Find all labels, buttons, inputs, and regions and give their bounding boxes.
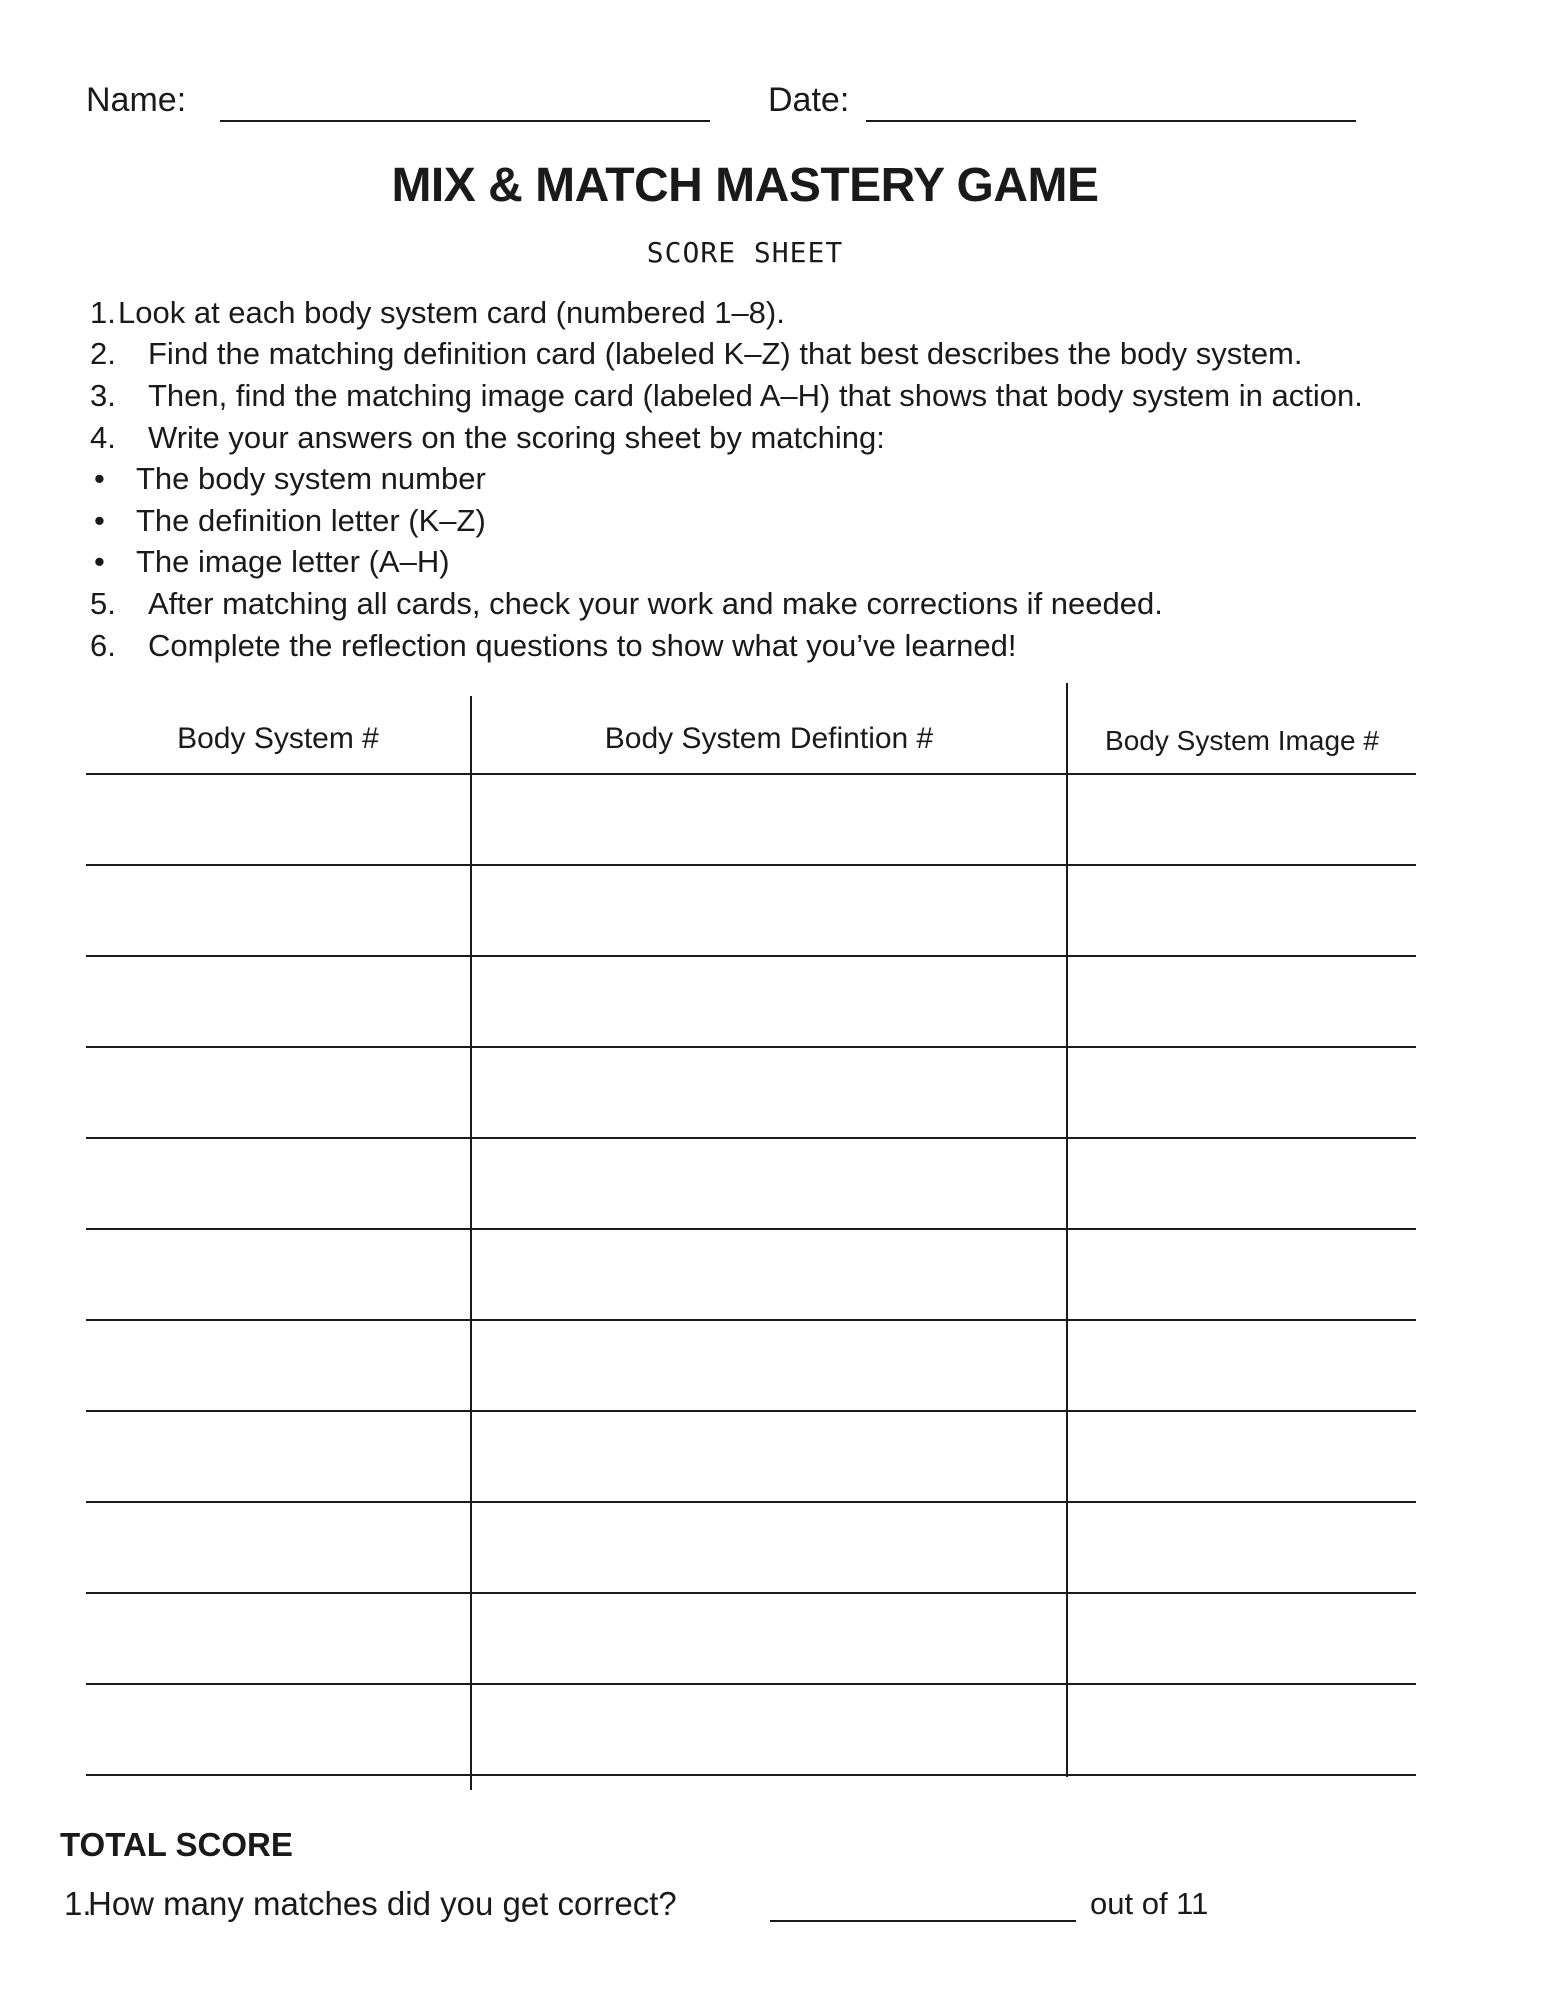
page-title: MIX & MATCH MASTERY GAME	[391, 159, 1099, 212]
instruction-text: Complete the reflection questions to show what you’ve learned!	[148, 628, 1017, 663]
instruction-item	[90, 418, 1490, 458]
instruction-item	[90, 293, 1490, 333]
instruction-item	[90, 584, 1490, 624]
instruction-text: Find the matching definition card (labeled K–Z) that best describes the body system.	[148, 336, 1303, 371]
out-of-label: out of 11	[1090, 1886, 1209, 1921]
page-subtitle: SCORE SHEET	[646, 236, 844, 269]
instruction-bullet	[94, 459, 1494, 499]
table-rule	[86, 773, 1416, 775]
instruction-marker: 4.	[90, 420, 116, 455]
table-rule	[86, 1319, 1416, 1321]
instruction-bullet	[94, 501, 1494, 541]
bullet-marker: •	[94, 544, 105, 579]
table-rule	[86, 1228, 1416, 1230]
instruction-marker: 3.	[90, 378, 116, 413]
total-score-heading: TOTAL SCORE	[60, 1826, 293, 1863]
instruction-marker: 6.	[90, 628, 116, 663]
table-rule	[86, 1410, 1416, 1412]
instruction-text: After matching all cards, check your work and make corrections if needed.	[148, 586, 1163, 621]
question-number: 1.	[64, 1885, 92, 1922]
table-rule	[86, 1501, 1416, 1503]
table-rule	[86, 1137, 1416, 1139]
table-rule	[86, 864, 1416, 866]
table-rule	[86, 1774, 1416, 1776]
instruction-item	[90, 626, 1490, 666]
instruction-text: The image letter (A–H)	[136, 544, 450, 579]
table-rule	[86, 1046, 1416, 1048]
bullet-marker: •	[94, 503, 105, 538]
column-header-image: Body System Image #	[1105, 725, 1379, 756]
instruction-item	[90, 334, 1490, 374]
column-divider	[470, 696, 472, 1790]
instruction-text: Write your answers on the scoring sheet by matching:	[148, 420, 885, 455]
instruction-bullet	[94, 542, 1494, 582]
instruction-item	[90, 376, 1490, 416]
instruction-text: The body system number	[136, 461, 486, 496]
score-answer-field[interactable]	[770, 1920, 1076, 1922]
name-label: Name:	[86, 81, 187, 119]
column-header-body-system: Body System #	[177, 722, 379, 755]
column-divider	[1066, 683, 1068, 1777]
column-header-definition: Body System Defintion #	[604, 722, 934, 755]
bullet-marker: •	[94, 461, 105, 496]
table-rule	[86, 1683, 1416, 1685]
instruction-text: Look at each body system card (numbered 1–8).	[118, 295, 785, 330]
instruction-marker: 2.	[90, 336, 116, 371]
name-field[interactable]	[220, 120, 710, 122]
instruction-text: The definition letter (K–Z)	[136, 503, 486, 538]
table-rule	[86, 955, 1416, 957]
table-rule	[86, 1592, 1416, 1594]
instruction-text: Then, find the matching image card (labeled A–H) that shows that body system in action.	[148, 378, 1363, 413]
date-field[interactable]	[866, 120, 1356, 122]
instruction-marker: 1.	[90, 295, 116, 330]
question-text: How many matches did you get correct?	[88, 1885, 677, 1922]
date-label: Date:	[768, 81, 850, 119]
instruction-marker: 5.	[90, 586, 116, 621]
